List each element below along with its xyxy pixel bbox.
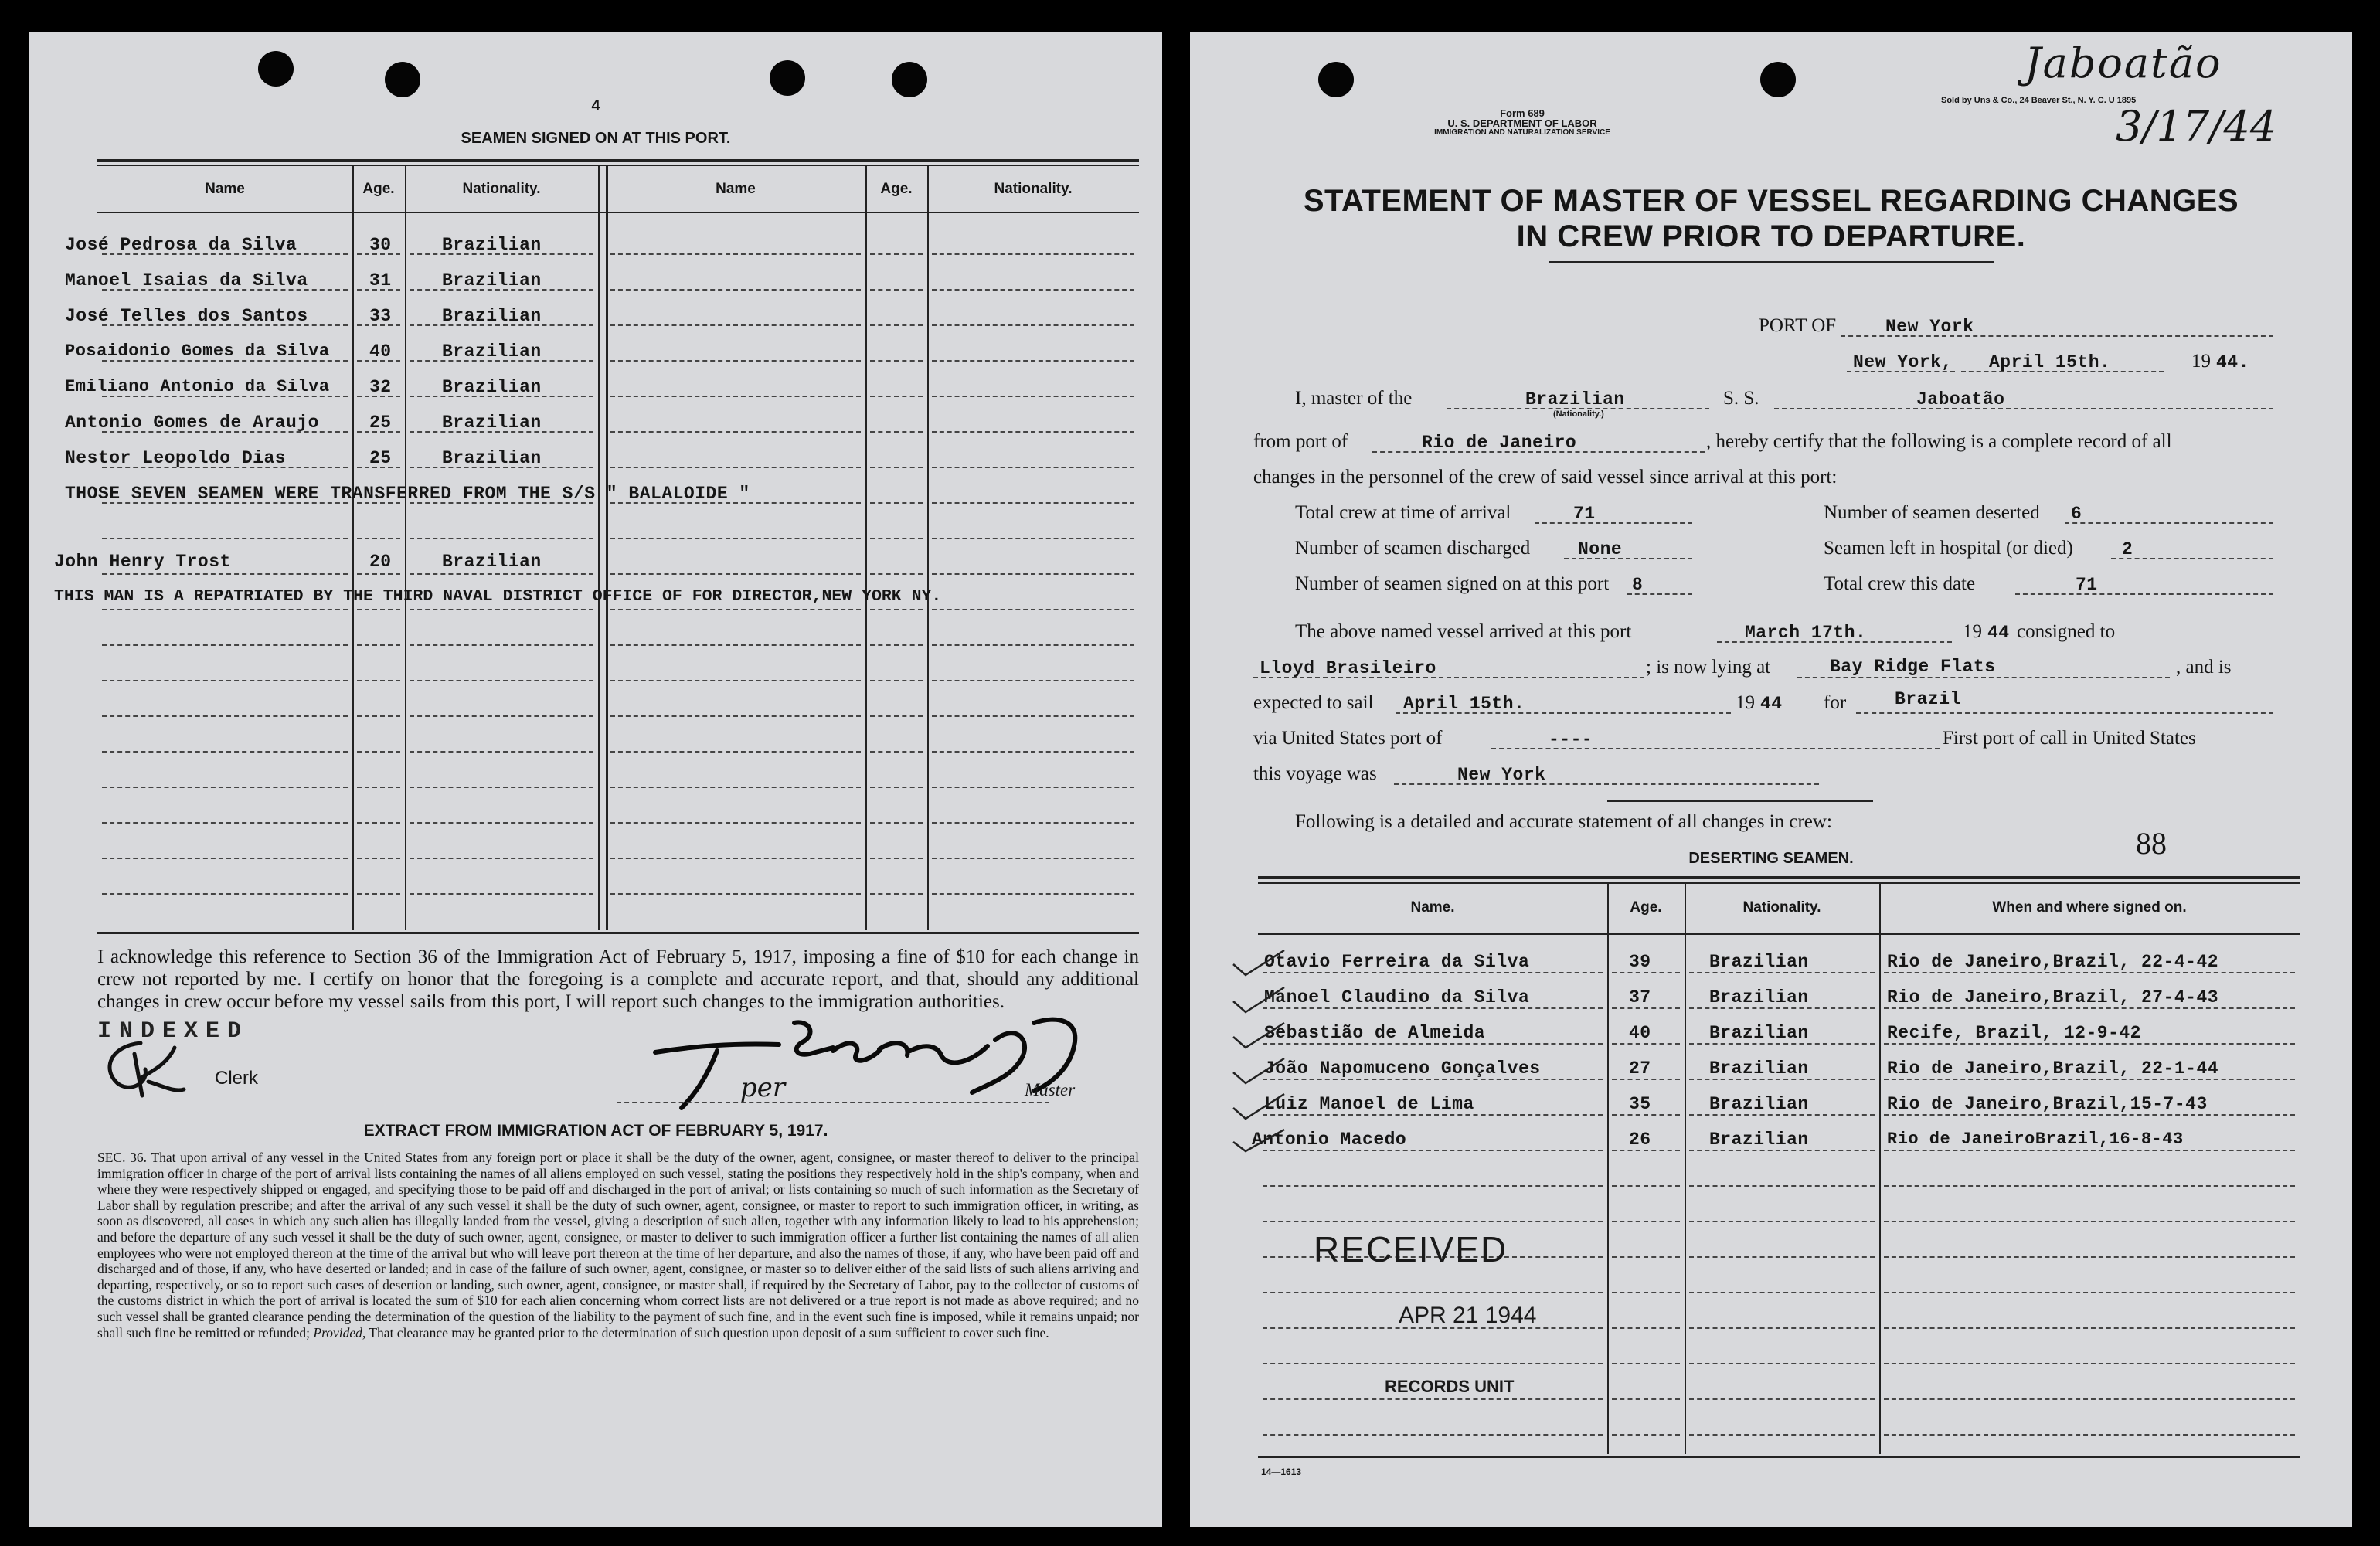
row-rule <box>932 787 1134 788</box>
handwritten-date: 3/17/44 <box>2116 102 2277 151</box>
row-rule <box>357 715 400 717</box>
row-rule <box>610 396 861 397</box>
row-rule <box>102 644 348 646</box>
row-rule <box>410 893 593 895</box>
deserted-label: Number of seamen deserted <box>1824 502 2040 523</box>
punch-hole <box>258 51 294 87</box>
row-rule <box>1884 1150 2295 1151</box>
total-crew-arrival: 71 <box>1573 504 1596 524</box>
table-cell-age: 30 <box>369 235 392 255</box>
row-rule <box>102 680 348 681</box>
table-cell-name: Antonio Gomes de Araujo <box>65 413 319 433</box>
deserter-age: 26 <box>1629 1130 1651 1150</box>
table-cell-name: Posaidonio Gomes da Silva <box>65 341 330 361</box>
row-rule <box>1263 1398 1603 1400</box>
row-rule <box>610 822 861 824</box>
stamp-received: RECEIVED <box>1314 1229 1508 1269</box>
table-cell-name: José Pedrosa da Silva <box>65 235 298 255</box>
row-rule <box>1612 1007 1680 1009</box>
left-page <box>29 32 1162 1527</box>
row-rule <box>1263 1079 1603 1080</box>
row-rule <box>1884 1434 2295 1436</box>
extract-text <box>97 1150 1139 1340</box>
consignee: Lloyd Brasileiro <box>1260 658 1436 678</box>
row-rule <box>870 644 923 646</box>
and-is-text: , and is <box>2176 657 2232 678</box>
deserter-nationality: Brazilian <box>1709 1058 1809 1079</box>
row-rule <box>932 644 1134 646</box>
signed-on-label: Number of seamen signed on at this port <box>1295 573 1610 594</box>
row-rule <box>932 680 1134 681</box>
table-cell-name: Manoel Isaias da Silva <box>65 270 308 291</box>
row-rule <box>610 644 861 646</box>
form-number: Form 689 <box>1500 107 1545 119</box>
row-rule <box>610 324 861 326</box>
consigned-label: consigned to <box>2017 621 2116 642</box>
row-rule <box>932 893 1134 895</box>
total-crew-date: 71 <box>2076 575 2098 595</box>
sail-year: 44 <box>1760 694 1783 714</box>
vessel-nationality: Brazilian <box>1525 389 1625 409</box>
deserter-age: 40 <box>1629 1023 1651 1043</box>
for-label: for <box>1824 692 1847 713</box>
via-value: ---- <box>1549 729 1593 749</box>
deserter-signed-on: Recife, Brazil, 12-9-42 <box>1887 1023 2141 1043</box>
row-rule <box>1689 1434 1875 1436</box>
table-cell-age: 32 <box>369 377 392 397</box>
table-cell-age: 20 <box>369 552 392 572</box>
table-cell-name: José Telles dos Santos <box>65 306 308 326</box>
row-rule <box>1689 1327 1875 1329</box>
col-header-age: Age. <box>1630 899 1662 916</box>
first-port-label: First port of call in United States <box>1943 728 2196 749</box>
row-rule <box>357 573 400 575</box>
row-rule <box>1884 1327 2295 1329</box>
clerk-label: Clerk <box>215 1068 259 1089</box>
row-rule <box>870 289 923 291</box>
table-cell-nationality: Brazilian <box>442 270 542 291</box>
discharged-count: None <box>1578 539 1623 559</box>
signed-on-count: 8 <box>1632 575 1644 595</box>
row-rule <box>1612 1256 1680 1258</box>
row-rule <box>1884 1007 2295 1009</box>
row-rule <box>1884 1256 2295 1258</box>
row-rule <box>1263 1185 1603 1187</box>
row-rule <box>357 822 400 824</box>
voyage-label: this voyage was <box>1253 763 1377 784</box>
deserter-age: 35 <box>1629 1094 1651 1114</box>
col-header-age: Age. <box>362 181 395 197</box>
row-rule <box>870 822 923 824</box>
row-rule <box>1884 1079 2295 1080</box>
row-rule <box>102 538 348 539</box>
row-rule <box>410 858 593 859</box>
row-rule <box>932 431 1134 433</box>
date-day: April 15th. <box>1989 352 2111 372</box>
row-rule <box>610 680 861 681</box>
service: IMMIGRATION AND NATURALIZATION SERVICE <box>1434 128 1610 137</box>
total-crew-date-label: Total crew this date <box>1824 573 1976 594</box>
acknowledgement-text: I acknowledge this reference to Section 36 of the Immigration Act of February 5, 1917, imposing a fine of $10 for each change in crew not reported by me. I certify on honor that the foregoing is a complete and accurate report, and that, should any additional changes in crew occur before my vessel sails from this port, I will report such changes to the immigration authorities. <box>97 946 1139 1012</box>
row-rule <box>1689 972 1875 973</box>
row-rule <box>870 787 923 788</box>
row-rule <box>357 787 400 788</box>
table-cell-nationality: Brazilian <box>442 552 542 572</box>
row-rule <box>410 573 593 575</box>
extract-title: EXTRACT FROM IMMIGRATION ACT OF FEBRUARY 5, 1917. <box>363 1122 828 1140</box>
row-rule <box>610 360 861 362</box>
deserter-name: Luiz Manoel de Lima <box>1264 1094 1474 1114</box>
row-rule <box>932 467 1134 468</box>
deserter-age: 37 <box>1629 987 1651 1007</box>
row-rule <box>1689 1363 1875 1364</box>
row-rule <box>357 609 400 610</box>
row-rule <box>932 573 1134 575</box>
lying-at: Bay Ridge Flats <box>1830 657 1996 677</box>
deserter-nationality: Brazilian <box>1709 952 1809 972</box>
clerk-initials <box>94 1038 187 1100</box>
row-rule <box>1612 1043 1680 1045</box>
department: U. S. DEPARTMENT OF LABOR <box>1447 117 1597 129</box>
deserter-age: 39 <box>1629 952 1651 972</box>
table-cell-age: 40 <box>369 341 392 362</box>
deserter-signed-on: Rio de Janeiro,Brazil, 22-1-44 <box>1887 1058 2219 1079</box>
row-rule <box>1263 972 1603 973</box>
row-rule <box>102 573 348 575</box>
table-cell-nationality: Brazilian <box>442 413 542 433</box>
row-rule <box>1884 1398 2295 1400</box>
row-rule <box>1263 1363 1603 1364</box>
port-value: New York <box>1885 317 1974 337</box>
table-cell-age: 33 <box>369 306 392 326</box>
ss-label: S. S. <box>1723 388 1760 409</box>
hospital-count: 2 <box>2122 539 2134 559</box>
row-rule <box>932 502 1134 504</box>
row-rule <box>410 822 593 824</box>
from-port-value: Rio de Janeiro <box>1422 433 1577 453</box>
row-rule <box>1612 1363 1680 1364</box>
row-rule <box>410 787 593 788</box>
date-place: New York, <box>1853 352 1953 372</box>
row-rule <box>932 858 1134 859</box>
punch-hole <box>1760 62 1796 97</box>
row-rule <box>870 253 923 255</box>
row-rule <box>610 538 861 539</box>
deserted-count: 6 <box>2071 504 2082 524</box>
row-rule <box>102 787 348 788</box>
row-rule <box>610 609 861 610</box>
row-rule <box>357 858 400 859</box>
row-rule <box>357 680 400 681</box>
page-number: 4 <box>591 97 600 114</box>
destination: Brazil <box>1895 689 1961 709</box>
extract-tail: That clearance may be granted prior to the determination of such question upon deposit of a sum sufficient to cover such fine. <box>369 1324 1049 1340</box>
row-rule <box>870 715 923 717</box>
right-page <box>1190 32 2352 1527</box>
row-rule <box>932 751 1134 753</box>
col-header-name: Name. <box>1410 899 1455 916</box>
table-cell-name: Nestor Leopoldo Dias <box>65 448 287 468</box>
row-rule <box>610 289 861 291</box>
row-rule <box>102 858 348 859</box>
row-rule <box>410 609 593 610</box>
nationality-caption: (Nationality.) <box>1553 409 1604 419</box>
signature-per: per <box>740 1072 786 1103</box>
master-label: Master <box>1025 1080 1076 1099</box>
total-crew-arrival-label: Total crew at time of arrival <box>1295 502 1511 523</box>
deserter-nationality: Brazilian <box>1709 987 1809 1007</box>
row-rule <box>102 751 348 753</box>
extract-body: That upon arrival of any vessel in the United States from any foreign port or place it shall be the duty of the owner, agent, consignee, or master thereof to deliver to the principal immigration officer in charge of the port of arrival lists containing the names of all aliens employed on such vessel, stating the positions they respectively hold in the ship's company, when and where they were respectively shipped or engaged, and specifying those to be paid off and discharged in the port of arrival; or lists containing so much of such information as the Secretary of Labor shall by regulation prescribe; and after the arrival of any such vessel it shall be the duty of such owner, agent, consignee, or master to report to such immigration officer, in writing, as soon as discovered, all cases in which any such alien has illegally landed from the vessel, giving a description of such alien, together with any information likely to lead to his apprehension; and before the departure of any such vessel it shall be the duty of such owner, agent, consignee, or master to deliver to such immigration officer a further list containing the names of all alien employees who were not employed thereon at the time of the arrival but who will leave port thereon at the time of her departure, and also the names of those, if any, who have been paid off and discharged and of those, if any, who have deserted or landed; and in case of the failure of such owner, agent, consignee, or master so to deliver either of the said lists of such aliens arriving and departing, respectively, or so to report such cases of desertion or landing, such owner, agent, consignee, or master shall, if required by the Secretary of Labor, pay to the collector of customs of the customs district in which the port of arrival is located the sum of $10 for each alien concerning whom correct lists are not delivered or a true report is not made as above required; and no such vessel shall be granted clearance pending the determination of the question of the liability to the payment of such fine, and in the event such fine is imposed, while it remains unpaid; nor shall such fine be remitted or refunded; <box>97 1150 1139 1340</box>
row-rule <box>932 822 1134 824</box>
row-rule <box>870 502 923 504</box>
handwritten-vessel: Jaboatão <box>2025 39 2222 87</box>
row-rule <box>1263 1150 1603 1151</box>
col-header-signed-on: When and where signed on. <box>1992 899 2187 916</box>
row-rule <box>410 715 593 717</box>
handwritten-number: 88 <box>2136 826 2167 861</box>
row-rule <box>1612 972 1680 973</box>
transfer-note: THOSE SEVEN SEAMEN WERE TRANSFERRED FROM THE S/S " BALALOIDE " <box>65 484 750 504</box>
row-rule <box>870 396 923 397</box>
row-rule <box>870 467 923 468</box>
deserter-nationality: Brazilian <box>1709 1023 1809 1043</box>
date-year: 44. <box>2216 352 2249 372</box>
row-rule <box>1689 1256 1875 1258</box>
sail-date: April 15th. <box>1403 694 1525 714</box>
row-rule <box>870 538 923 539</box>
row-rule <box>610 893 861 895</box>
row-rule <box>610 573 861 575</box>
vessel-name: Jaboatão <box>1916 389 2005 409</box>
col-header-nationality: Nationality. <box>1742 899 1821 916</box>
row-rule <box>610 715 861 717</box>
port-label: PORT OF <box>1759 315 1837 336</box>
row-rule <box>932 289 1134 291</box>
row-rule <box>870 680 923 681</box>
deserter-nationality: Brazilian <box>1709 1094 1809 1114</box>
row-rule <box>1689 1185 1875 1187</box>
row-rule <box>357 893 400 895</box>
arrived-year-prefix: 19 <box>1963 621 1982 642</box>
arrived-date: March 17th. <box>1745 623 1867 643</box>
table-cell-age: 25 <box>369 413 392 433</box>
table-cell-nationality: Brazilian <box>442 448 542 468</box>
master-of-label: I, master of the <box>1295 388 1413 409</box>
row-rule <box>410 538 593 539</box>
row-rule <box>1689 1043 1875 1045</box>
table-cell-age: 25 <box>369 448 392 468</box>
row-rule <box>357 751 400 753</box>
deserter-name: João Napomuceno Gonçalves <box>1264 1058 1541 1079</box>
row-rule <box>1689 1150 1875 1151</box>
row-rule <box>1612 1327 1680 1329</box>
row-rule <box>1884 1363 2295 1364</box>
deserter-name: Sebastião de Almeida <box>1264 1023 1486 1043</box>
row-rule <box>610 787 861 788</box>
row-rule <box>102 822 348 824</box>
punch-hole <box>892 62 927 97</box>
via-label: via United States port of <box>1253 728 1443 749</box>
punch-hole <box>1318 62 1354 97</box>
row-rule <box>932 396 1134 397</box>
row-rule <box>610 253 861 255</box>
certify-text-2: changes in the personnel of the crew of said vessel since arrival at this port: <box>1253 467 1838 488</box>
arrived-year: 44 <box>1987 623 2010 643</box>
deserter-signed-on: Rio de Janeiro,Brazil, 22-4-42 <box>1887 952 2219 972</box>
row-rule <box>870 751 923 753</box>
row-rule <box>1689 1292 1875 1293</box>
row-rule <box>932 324 1134 326</box>
row-rule <box>1689 1007 1875 1009</box>
stamp-date: APR 21 1944 <box>1399 1303 1537 1328</box>
row-rule <box>357 644 400 646</box>
row-rule <box>102 893 348 895</box>
row-rule <box>1612 1221 1680 1222</box>
arrived-label: The above named vessel arrived at this port <box>1295 621 1632 642</box>
row-rule <box>932 715 1134 717</box>
punch-hole <box>385 62 420 97</box>
row-rule <box>870 324 923 326</box>
indexed-stamp: INDEXED <box>97 1018 250 1045</box>
row-rule <box>870 573 923 575</box>
col-header-name: Name <box>205 181 245 197</box>
row-rule <box>870 893 923 895</box>
check-marks <box>1229 936 1290 1153</box>
row-rule <box>357 538 400 539</box>
deserter-age: 27 <box>1629 1058 1651 1079</box>
row-rule <box>102 609 348 610</box>
row-rule <box>102 715 348 717</box>
deserter-signed-on: Rio de Janeiro,Brazil, 27-4-43 <box>1887 987 2219 1007</box>
row-rule <box>932 538 1134 539</box>
stamp-records-unit: RECORDS UNIT <box>1385 1377 1515 1396</box>
deserter-signed-on: Rio de Janeiro,Brazil,15-7-43 <box>1887 1094 2208 1114</box>
deserter-signed-on: Rio de JaneiroBrazil,16-8-43 <box>1887 1130 2184 1149</box>
row-rule <box>1884 1185 2295 1187</box>
discharged-label: Number of seamen discharged <box>1295 538 1531 559</box>
row-rule <box>1612 1185 1680 1187</box>
row-rule <box>1263 1114 1603 1116</box>
row-rule <box>1689 1079 1875 1080</box>
col-header-name: Name <box>716 181 756 197</box>
col-header-nationality: Nationality. <box>994 181 1073 197</box>
row-rule <box>1884 1221 2295 1222</box>
deserter-name: Otavio Ferreira da Silva <box>1264 952 1530 972</box>
form-title-line1: STATEMENT OF MASTER OF VESSEL REGARDING CHANGES <box>1303 184 2239 218</box>
row-rule <box>1612 1434 1680 1436</box>
table-cell-age: 31 <box>369 270 392 291</box>
row-rule <box>410 644 593 646</box>
from-port-label: from port of <box>1253 431 1348 452</box>
row-rule <box>1263 1043 1603 1045</box>
row-rule <box>932 253 1134 255</box>
row-rule <box>410 751 593 753</box>
seller-note: Sold by Uns & Co., 24 Beaver St., N. Y. C. U 1895 <box>1941 96 2137 105</box>
expected-label: expected to sail <box>1253 692 1374 713</box>
row-rule <box>870 360 923 362</box>
col-header-nationality: Nationality. <box>462 181 541 197</box>
row-rule <box>1263 1007 1603 1009</box>
repatriation-note: THIS MAN IS A REPATRIATED BY THE THIRD NAVAL DISTRICT OFFICE OF FOR DIRECTOR,NEW YORK NY. <box>54 587 942 606</box>
deserter-nationality: Brazilian <box>1709 1130 1809 1150</box>
row-rule <box>1612 1114 1680 1116</box>
row-rule <box>610 751 861 753</box>
table-cell-nationality: Brazilian <box>442 341 542 362</box>
row-rule <box>870 609 923 610</box>
row-rule <box>932 360 1134 362</box>
table-cell-nationality: Brazilian <box>442 235 542 255</box>
deserting-title: DESERTING SEAMEN. <box>1688 850 1854 867</box>
row-rule <box>1612 1150 1680 1151</box>
row-rule <box>1689 1221 1875 1222</box>
row-rule <box>1612 1398 1680 1400</box>
voyage-value: New York <box>1457 765 1546 785</box>
row-rule <box>610 431 861 433</box>
hospital-label: Seamen left in hospital (or died) <box>1824 538 2073 559</box>
deserter-name: Manoel Claudino da Silva <box>1264 987 1530 1007</box>
row-rule <box>1884 1043 2295 1045</box>
row-rule <box>932 609 1134 610</box>
table-cell-nationality: Brazilian <box>442 306 542 326</box>
date-year-prefix: 19 <box>2191 351 2211 372</box>
row-rule <box>870 858 923 859</box>
table-cell-name: John Henry Trost <box>54 552 231 572</box>
footer-code: 14—1613 <box>1261 1466 1302 1477</box>
extract-lead: SEC. 36. <box>97 1150 148 1165</box>
row-rule <box>1884 1114 2295 1116</box>
table-cell-name: Emiliano Antonio da Silva <box>65 377 330 396</box>
row-rule <box>610 467 861 468</box>
form-title-line2: IN CREW PRIOR TO DEPARTURE. <box>1516 219 2026 253</box>
section-title: SEAMEN SIGNED ON AT THIS PORT. <box>461 130 731 147</box>
row-rule <box>1884 1292 2295 1293</box>
row-rule <box>1263 1221 1603 1222</box>
row-rule <box>1612 1292 1680 1293</box>
row-rule <box>1689 1398 1875 1400</box>
lying-label: ; is now lying at <box>1646 657 1771 678</box>
following-text: Following is a detailed and accurate statement of all changes in crew: <box>1295 811 1832 832</box>
deserter-name: Antonio Macedo <box>1252 1130 1407 1150</box>
row-rule <box>1884 972 2295 973</box>
row-rule <box>1263 1292 1603 1293</box>
table-cell-nationality: Brazilian <box>442 377 542 397</box>
punch-hole <box>770 60 805 96</box>
row-rule <box>1263 1434 1603 1436</box>
row-rule <box>1689 1114 1875 1116</box>
row-rule <box>870 431 923 433</box>
row-rule <box>610 858 861 859</box>
row-rule <box>1612 1079 1680 1080</box>
col-header-age: Age. <box>880 181 913 197</box>
certify-text-1: , hereby certify that the following is a complete record of all <box>1706 431 2172 452</box>
extract-provided: Provided, <box>313 1324 366 1340</box>
row-rule <box>410 680 593 681</box>
sail-year-prefix: 19 <box>1736 692 1755 713</box>
